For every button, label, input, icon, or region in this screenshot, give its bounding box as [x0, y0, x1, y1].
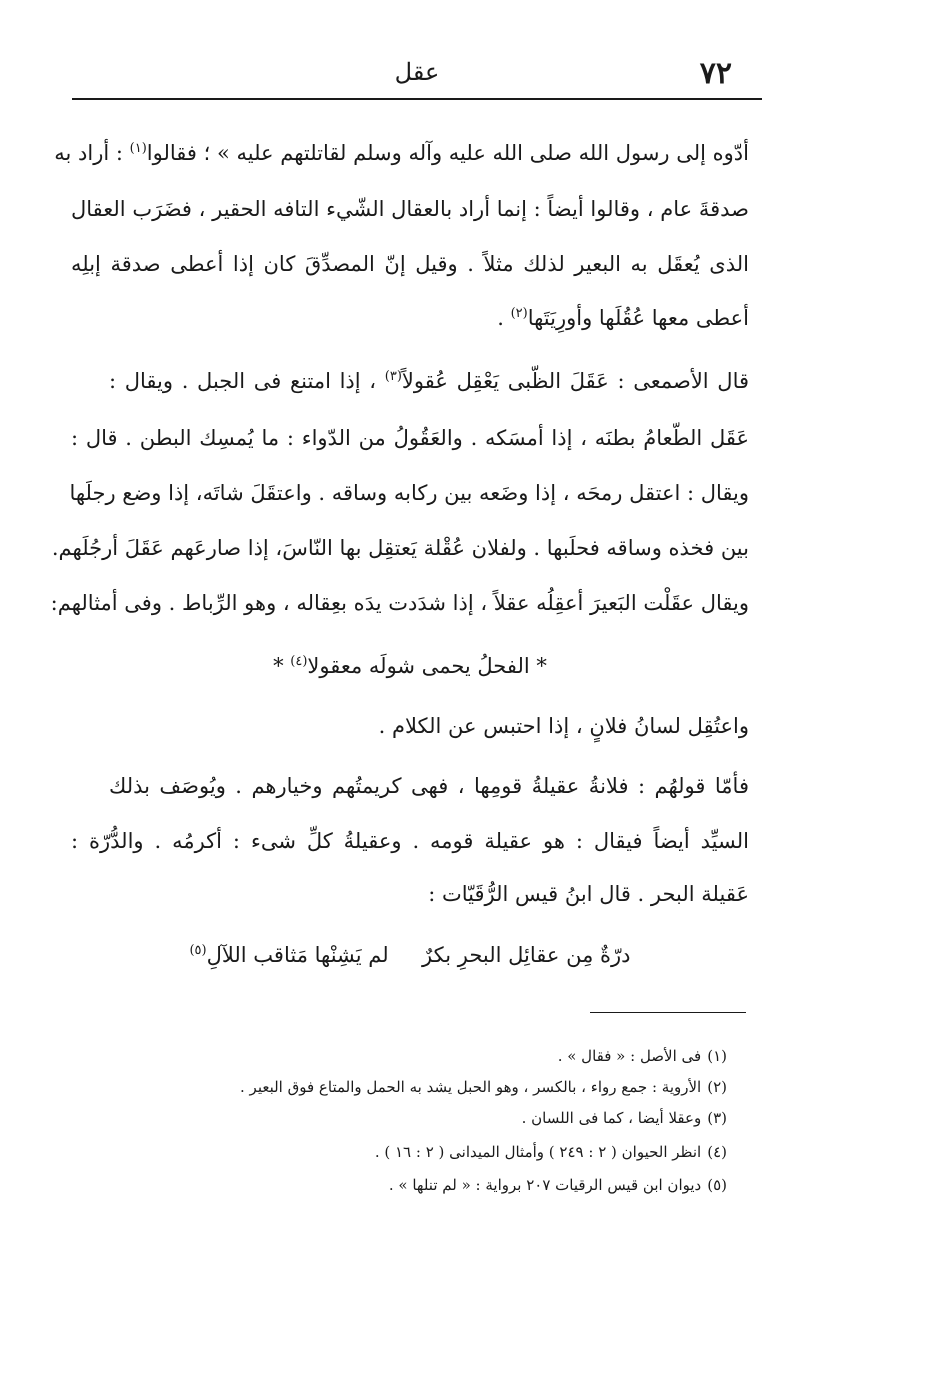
- text-line-6: عَقَل الطّعامُ بطنَه ، إذا أمسَكه . والعَقُولُ من الدّواء : ما يُمسِك البطن . قال :: [71, 426, 749, 450]
- text-line-8: بين فخذه وساقه فحلَبها . ولفلان عُقْلة يَعتقِل بها النّاسَ، إذا صارعَهم عَقَلَ أرجُلَهم.: [51, 536, 749, 560]
- text-line-10: واعتُقِل لسانُ فلانٍ ، إذا احتبس عن الكلام .: [378, 714, 749, 738]
- verse-line-2: درّةٌ مِن عقائِل البحرِ بكرٌ لم يَشِنْها مَثاقب اللآلِ$^{(٥)}$: [189, 943, 631, 967]
- text-line-13: عَقيلة البحر . قال ابنُ قيس الرُّقَيّات :: [428, 882, 749, 906]
- footnote-rule: [590, 1012, 746, 1013]
- page-header: [72, 52, 762, 98]
- verse-line-1: * الفحلُ يحمى شولَه معقولا$^{(٤)}$ *: [273, 654, 547, 678]
- page-number: ٧٢: [699, 56, 732, 91]
- footnote-4: (٤)انظر الحيوان ( ٢ : ٢٤٩ ) وأمثال الميدانى ( ٢ : ١٦ ) .: [374, 1143, 727, 1161]
- footnote-3: (٣)وعقلا أيضا ، كما فى اللسان .: [521, 1109, 727, 1127]
- text-line-4: أعطى معها عُقُلَها وأورِيَتَها$^{(٢)}$ .: [497, 306, 749, 330]
- footnote-2: (٢)الأروية : جمع رواء ، بالكسر ، وهو الحبل يشد به الحمل والمتاع فوق البعير .: [240, 1078, 727, 1096]
- text-line-2: صدقةَ عام ، وقالوا أيضاً : إنما أراد بالعقال الشّيء التافه الحقير ، فضَرَب العقال: [71, 197, 749, 221]
- footnote-5: (٥)ديوان ابن قيس الرقيات ٢٠٧ برواية : « لم تنلها » .: [388, 1176, 727, 1194]
- text-line-7: ويقال : اعتقل رمحَه ، إذا وضَعه بين ركابه وساقه . واعتقَلَ شاتَه، إذا وضع رجلَها: [69, 481, 749, 505]
- text-line-11: فأمّا قولهُم : فلانةُ عقيلةُ قومِها ، فهى كريمتُهم وخيارهم . ويُوصَف بذلك: [109, 774, 749, 798]
- text-line-3: الذى يُعقَل به البعير لذلك مثلاً . وقيل إنّ المصدِّقَ كان إذا أعطى صدقة إبلِه: [71, 252, 749, 276]
- text-line-12: السيِّد أيضاً فيقال : هو عقيلة قومه . وعقيلةُ كلِّ شىء : أكرمُه . والدُّرّة :: [71, 829, 749, 853]
- text-line-9: ويقال عقَلْت البَعيرَ أعقِلُه عقلاً ، إذا شدَدت يدَه بعِقاله ، وهو الرِّباط . وفى أمثالهم:: [50, 591, 749, 615]
- footnote-1: (١)فى الأصل : « فقال » .: [557, 1047, 727, 1065]
- text-line-1: أدّوه إلى رسول الله صلى الله عليه وآله وسلم لقاتلتهم عليه » ؛ فقالوا$^{(١)}$ : أراد به: [54, 141, 749, 165]
- running-title: عقل: [394, 58, 440, 86]
- text-line-5: قال الأصمعى : عَقَلَ الظّبى يَعْقِل عُقولاً$^{(٣)}$ ، إذا امتنع فى الجبل . ويقال :: [109, 369, 750, 393]
- header-rule: [72, 98, 762, 100]
